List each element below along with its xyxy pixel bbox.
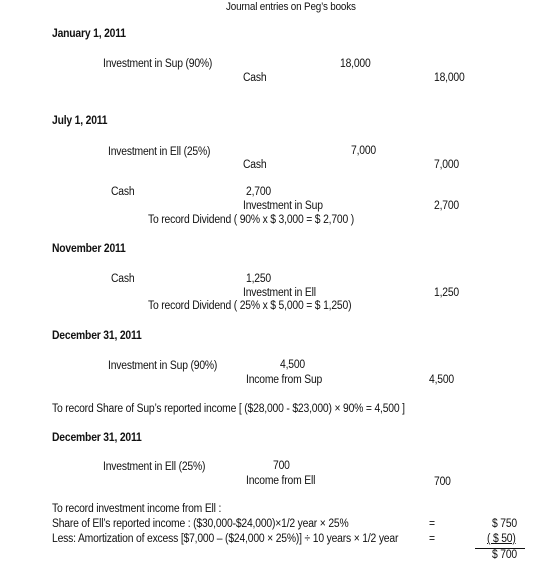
debit-amount: 18,000 — [340, 58, 371, 70]
credit-account: Cash — [243, 72, 267, 84]
calc-equals: = — [429, 533, 435, 545]
credit-account: Income from Sup — [246, 374, 323, 386]
entry-date: January 1, 2011 — [52, 28, 126, 40]
credit-amount: 4,500 — [429, 374, 455, 386]
credit-account: Income from Ell — [246, 475, 316, 487]
credit-amount: 700 — [434, 476, 451, 488]
credit-account: Cash — [243, 159, 267, 171]
calc-amortization-amount: ( $ 50) — [487, 533, 516, 545]
debit-amount: 2,700 — [246, 186, 272, 198]
calc-equals: = — [429, 518, 435, 530]
debit-amount: 4,500 — [280, 359, 306, 371]
debit-account: Cash — [111, 273, 135, 285]
debit-amount: 7,000 — [351, 145, 377, 157]
calc-share-text: Share of Ell’s reported income : ($30,000-$24,000)×1/2 year × 25% — [52, 518, 349, 530]
credit-amount: 7,000 — [434, 159, 460, 171]
credit-amount: 18,000 — [434, 72, 465, 84]
entry-date: November 2011 — [52, 243, 126, 255]
calc-heading: To record investment income from Ell : — [52, 503, 222, 515]
entry-date: December 31, 2011 — [52, 432, 142, 444]
entry-memo: To record Share of Sup’s reported income [ ($28,000 - $23,000) × 90% = 4,500 ] — [52, 403, 405, 415]
calc-total: $ 700 — [492, 549, 518, 561]
debit-account: Investment in Sup (90%) — [103, 58, 213, 70]
entry-memo: To record Dividend ( 90% x $ 3,000 = $ 2,700 ) — [148, 214, 355, 226]
credit-amount: 1,250 — [434, 287, 460, 299]
calc-amortization-text: Less: Amortization of excess [$7,000 – ($24,000 × 25%)] ÷ 10 years × 1/2 year — [52, 533, 399, 545]
calc-share-amount: $ 750 — [492, 518, 518, 530]
debit-account: Investment in Ell (25%) — [103, 461, 206, 473]
entry-date: December 31, 2011 — [52, 330, 142, 342]
debit-account: Investment in Sup (90%) — [108, 360, 218, 372]
credit-account: Investment in Ell — [243, 287, 316, 299]
debit-account: Investment in Ell (25%) — [108, 146, 211, 158]
page-title: Journal entries on Peg’s books — [226, 1, 356, 13]
debit-account: Cash — [111, 186, 135, 198]
entry-memo: To record Dividend ( 25% x $ 5,000 = $ 1,250) — [148, 300, 352, 312]
entry-date: July 1, 2011 — [52, 115, 108, 127]
credit-amount: 2,700 — [434, 200, 460, 212]
credit-account: Investment in Sup — [243, 200, 323, 212]
debit-amount: 700 — [273, 460, 290, 472]
debit-amount: 1,250 — [246, 273, 272, 285]
